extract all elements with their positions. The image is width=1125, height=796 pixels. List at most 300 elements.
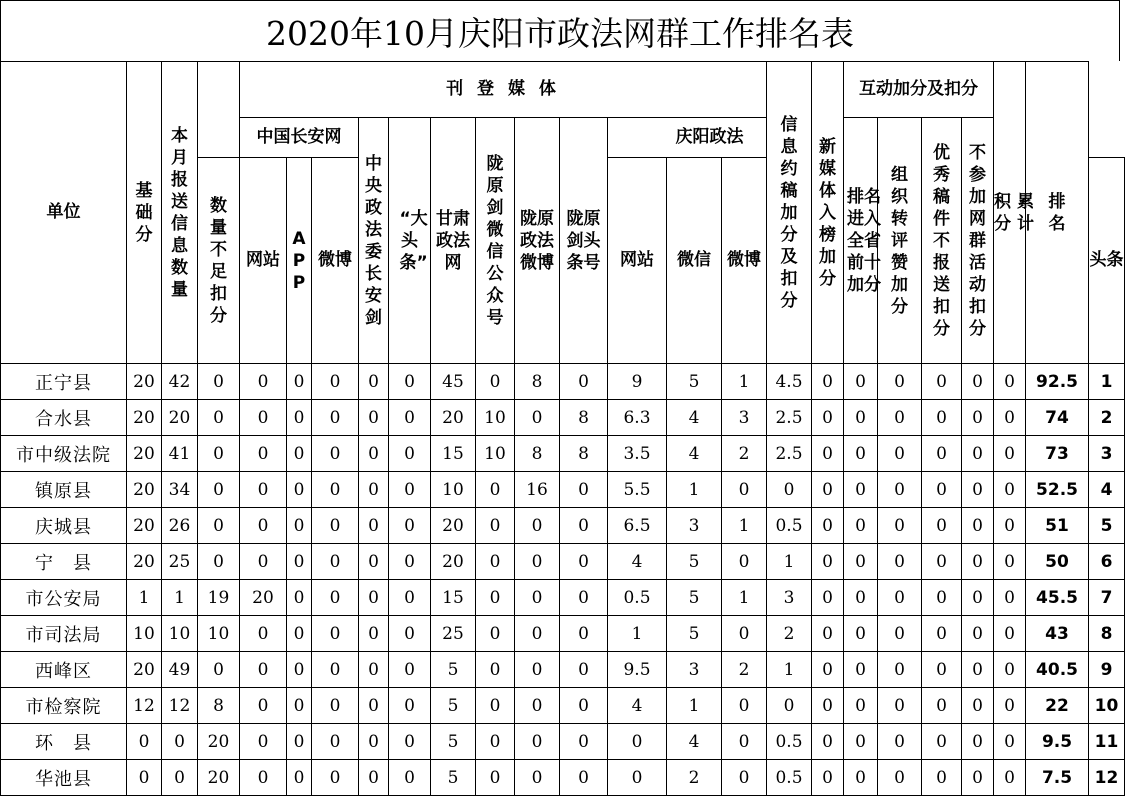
cell-value: 10	[431, 472, 476, 508]
cell-value: 20	[162, 400, 198, 436]
header-longyuan-weibo: 陇原政法微博	[515, 118, 560, 364]
header-longyuan-toutiao: 陇原剑头条号	[560, 118, 608, 364]
cell-total: 50	[1026, 544, 1089, 580]
header-shortfall: 数量不足扣分	[198, 158, 240, 364]
cell-value: 0	[994, 472, 1026, 508]
cell-value: 20	[127, 400, 162, 436]
cell-value: 0	[287, 436, 312, 472]
cell-value: 0	[240, 436, 287, 472]
cell-value: 20	[127, 472, 162, 508]
cell-unit: 华池县	[1, 760, 127, 796]
cell-value: 20	[127, 508, 162, 544]
cell-value: 0	[359, 364, 389, 400]
cell-value: 0	[560, 472, 608, 508]
table-row	[1, 724, 1125, 760]
cell-value: 0	[389, 436, 431, 472]
header-excellent: 优秀稿件不报送扣分	[922, 118, 962, 364]
cell-value: 3	[667, 652, 722, 688]
cell-value: 20	[240, 580, 287, 616]
header-big-headline: “大头条”	[389, 118, 431, 364]
cell-total: 43	[1026, 616, 1089, 652]
cell-value: 0	[476, 472, 515, 508]
header-top10: 排名进入全省前十加分	[844, 118, 878, 364]
cell-value: 0	[162, 760, 198, 796]
header-media: 刊 登 媒 体	[240, 62, 767, 118]
cell-value: 0	[359, 724, 389, 760]
cell-value: 0	[287, 688, 312, 724]
table-row	[1, 616, 1125, 652]
cell-value: 0	[389, 652, 431, 688]
cell-value: 0	[312, 508, 359, 544]
cell-value: 20	[127, 652, 162, 688]
cell-rank: 9	[1089, 652, 1125, 688]
cell-value: 0	[844, 364, 878, 400]
header-qy-toutiao: 头条	[1089, 158, 1125, 364]
cell-value: 0.5	[608, 580, 667, 616]
cell-value: 0	[240, 400, 287, 436]
cell-value: 0	[812, 508, 844, 544]
cell-value: 0	[359, 688, 389, 724]
cell-value: 0	[962, 760, 994, 796]
cell-value: 0	[922, 472, 962, 508]
cell-value: 0	[844, 472, 878, 508]
cell-value: 0	[389, 724, 431, 760]
cell-value: 0	[878, 724, 922, 760]
cell-value: 0	[560, 616, 608, 652]
cell-value: 0	[389, 544, 431, 580]
cell-value: 2	[722, 652, 767, 688]
cell-value: 0	[922, 688, 962, 724]
cell-rank: 4	[1089, 472, 1125, 508]
cell-value: 0	[312, 688, 359, 724]
cell-value: 4	[667, 436, 722, 472]
cell-value: 0	[812, 652, 844, 688]
cell-value: 0	[515, 688, 560, 724]
cell-value: 20	[431, 544, 476, 580]
cell-unit: 市检察院	[1, 688, 127, 724]
cell-value: 0	[476, 652, 515, 688]
cell-value: 0	[359, 616, 389, 652]
table-row	[1, 472, 1125, 508]
cell-value: 0	[812, 364, 844, 400]
cell-value: 5	[431, 688, 476, 724]
cell-value: 0	[240, 616, 287, 652]
cell-value: 0	[389, 400, 431, 436]
cell-rank: 6	[1089, 544, 1125, 580]
cell-value: 4	[667, 400, 722, 436]
cell-value: 0	[476, 724, 515, 760]
cell-value: 41	[162, 436, 198, 472]
table-row	[1, 760, 1125, 796]
cell-value: 34	[162, 472, 198, 508]
cell-value: 0	[962, 724, 994, 760]
cell-value: 5	[431, 760, 476, 796]
cell-value: 42	[162, 364, 198, 400]
cell-value: 8	[560, 400, 608, 436]
header-absent: 不参加网群活动扣分	[962, 118, 994, 364]
cell-unit: 庆城县	[1, 508, 127, 544]
cell-value: 0.5	[767, 724, 812, 760]
cell-value: 3	[767, 580, 812, 616]
cell-total: 22	[1026, 688, 1089, 724]
cell-value: 0	[560, 688, 608, 724]
cell-value: 0	[962, 652, 994, 688]
cell-value: 0	[240, 364, 287, 400]
cell-rank: 5	[1089, 508, 1125, 544]
cell-value: 1	[767, 652, 812, 688]
cell-value: 0	[994, 616, 1026, 652]
cell-value: 0	[844, 580, 878, 616]
cell-value: 0	[812, 616, 844, 652]
cell-value: 0	[515, 616, 560, 652]
cell-value: 2.5	[767, 400, 812, 436]
cell-value: 0	[962, 616, 994, 652]
cell-rank: 2	[1089, 400, 1125, 436]
cell-value: 20	[431, 508, 476, 544]
cell-value: 0	[287, 580, 312, 616]
cell-value: 0	[198, 400, 240, 436]
cell-value: 0	[922, 544, 962, 580]
cell-value: 1	[127, 580, 162, 616]
cell-value: 0	[878, 544, 922, 580]
cell-rank: 11	[1089, 724, 1125, 760]
cell-value: 0	[608, 760, 667, 796]
cell-value: 8	[515, 364, 560, 400]
cell-value: 0	[994, 400, 1026, 436]
cell-value: 0	[767, 688, 812, 724]
cell-rank: 10	[1089, 688, 1125, 724]
cell-value: 0	[312, 616, 359, 652]
cell-value: 0	[994, 652, 1026, 688]
header-total: 积 累分 计	[994, 62, 1026, 364]
cell-value: 0	[878, 580, 922, 616]
cell-total: 40.5	[1026, 652, 1089, 688]
cell-value: 0	[476, 688, 515, 724]
cell-value: 0	[287, 652, 312, 688]
cell-value: 45	[431, 364, 476, 400]
cell-value: 0	[608, 724, 667, 760]
cell-rank: 12	[1089, 760, 1125, 796]
cell-value: 0	[476, 760, 515, 796]
cell-value: 9.5	[608, 652, 667, 688]
cell-value: 0	[198, 364, 240, 400]
cell-total: 7.5	[1026, 760, 1089, 796]
cell-unit: 市公安局	[1, 580, 127, 616]
cell-value: 0	[962, 436, 994, 472]
cell-value: 15	[431, 580, 476, 616]
cell-value: 10	[162, 616, 198, 652]
cell-value: 0	[240, 508, 287, 544]
cell-value: 4	[667, 724, 722, 760]
cell-value: 0	[878, 400, 922, 436]
table-row	[1, 652, 1125, 688]
table-row	[1, 544, 1125, 580]
cell-value: 0	[240, 724, 287, 760]
cell-value: 0	[389, 760, 431, 796]
header-qy-weibo: 微博	[722, 158, 767, 364]
cell-value: 0	[994, 544, 1026, 580]
cell-value: 0	[359, 580, 389, 616]
ranking-table	[0, 61, 1125, 796]
cell-value: 1	[722, 508, 767, 544]
cell-value: 0	[812, 544, 844, 580]
cell-value: 0	[994, 688, 1026, 724]
cell-value: 0	[515, 400, 560, 436]
header-repost: 组织转评赞加分	[878, 118, 922, 364]
header-central-sword: 中央政法委长安剑	[359, 118, 389, 364]
cell-value: 0	[198, 472, 240, 508]
cell-value: 0	[198, 508, 240, 544]
header-changan-weibo: 微博	[312, 158, 359, 364]
cell-value: 49	[162, 652, 198, 688]
cell-value: 0	[722, 472, 767, 508]
header-newmedia: 新媒体入榜加分	[812, 62, 844, 364]
table-row	[1, 580, 1125, 616]
cell-value: 0	[515, 652, 560, 688]
header-gansu: 甘肃政法网	[431, 118, 476, 364]
cell-value: 1	[608, 616, 667, 652]
cell-value: 0	[878, 364, 922, 400]
cell-value: 0	[922, 580, 962, 616]
cell-unit: 市中级法院	[1, 436, 127, 472]
cell-rank: 8	[1089, 616, 1125, 652]
cell-value: 0	[560, 544, 608, 580]
cell-value: 0	[844, 436, 878, 472]
cell-value: 0	[287, 364, 312, 400]
cell-value: 0	[560, 508, 608, 544]
cell-value: 0	[476, 580, 515, 616]
cell-value: 0	[994, 580, 1026, 616]
cell-value: 0	[844, 616, 878, 652]
cell-value: 0	[812, 760, 844, 796]
header-qy-site: 网站	[608, 158, 667, 364]
cell-value: 10	[198, 616, 240, 652]
cell-value: 10	[476, 436, 515, 472]
header-blank	[198, 62, 240, 158]
cell-value: 0	[359, 472, 389, 508]
cell-value: 2	[767, 616, 812, 652]
cell-value: 5	[431, 652, 476, 688]
cell-value: 0	[560, 724, 608, 760]
cell-value: 9	[608, 364, 667, 400]
cell-value: 10	[476, 400, 515, 436]
header-monthly: 本月报送信息数量	[162, 62, 198, 364]
cell-value: 0	[994, 724, 1026, 760]
header-changan: 中国长安网	[240, 118, 359, 158]
cell-value: 1	[667, 688, 722, 724]
cell-value: 0	[312, 400, 359, 436]
cell-value: 0	[962, 508, 994, 544]
cell-unit: 镇原县	[1, 472, 127, 508]
cell-value: 0	[922, 652, 962, 688]
cell-value: 0	[812, 688, 844, 724]
table-body	[1, 364, 1125, 796]
header-changan-site: 网站	[240, 158, 287, 364]
cell-value: 0	[476, 364, 515, 400]
cell-value: 6.3	[608, 400, 667, 436]
cell-value: 0	[515, 508, 560, 544]
cell-value: 3	[667, 508, 722, 544]
cell-value: 1	[162, 580, 198, 616]
cell-value: 0	[962, 364, 994, 400]
cell-value: 0	[312, 472, 359, 508]
cell-value: 5	[667, 616, 722, 652]
cell-rank: 3	[1089, 436, 1125, 472]
cell-total: 73	[1026, 436, 1089, 472]
cell-value: 1	[767, 544, 812, 580]
cell-value: 0	[312, 544, 359, 580]
cell-unit: 合水县	[1, 400, 127, 436]
cell-value: 0	[922, 400, 962, 436]
header-unit: 单位	[1, 62, 127, 364]
header-qingyang: 庆阳政法	[608, 118, 812, 158]
cell-value: 0	[240, 760, 287, 796]
cell-value: 0	[198, 544, 240, 580]
cell-value: 0	[994, 436, 1026, 472]
cell-value: 0	[844, 724, 878, 760]
cell-value: 0	[312, 364, 359, 400]
cell-value: 0	[922, 436, 962, 472]
cell-value: 10	[127, 616, 162, 652]
cell-value: 0	[476, 616, 515, 652]
cell-value: 12	[162, 688, 198, 724]
cell-value: 0	[994, 760, 1026, 796]
cell-value: 0	[878, 652, 922, 688]
cell-value: 0	[844, 688, 878, 724]
cell-value: 0	[844, 400, 878, 436]
cell-value: 4.5	[767, 364, 812, 400]
cell-value: 0	[878, 760, 922, 796]
table-row	[1, 508, 1125, 544]
cell-value: 0	[962, 472, 994, 508]
cell-value: 0	[515, 544, 560, 580]
cell-value: 0	[922, 508, 962, 544]
header-qy-wechat: 微信	[667, 158, 722, 364]
cell-value: 20	[127, 544, 162, 580]
cell-value: 0	[240, 472, 287, 508]
cell-value: 0	[560, 580, 608, 616]
header-rank: 排名	[1026, 62, 1089, 364]
cell-rank: 7	[1089, 580, 1125, 616]
cell-value: 2.5	[767, 436, 812, 472]
cell-value: 0	[389, 364, 431, 400]
cell-value: 20	[431, 400, 476, 436]
cell-rank: 1	[1089, 364, 1125, 400]
cell-value: 0	[389, 580, 431, 616]
cell-unit: 正宁县	[1, 364, 127, 400]
cell-value: 5.5	[608, 472, 667, 508]
cell-value: 0	[560, 760, 608, 796]
cell-value: 0	[812, 472, 844, 508]
cell-value: 8	[198, 688, 240, 724]
cell-total: 9.5	[1026, 724, 1089, 760]
cell-value: 0	[767, 472, 812, 508]
cell-total: 74	[1026, 400, 1089, 436]
cell-value: 15	[431, 436, 476, 472]
cell-value: 0	[922, 616, 962, 652]
cell-total: 92.5	[1026, 364, 1089, 400]
cell-value: 0	[515, 580, 560, 616]
cell-value: 0	[962, 400, 994, 436]
cell-value: 0	[515, 724, 560, 760]
table-row	[1, 364, 1125, 400]
cell-value: 0	[287, 400, 312, 436]
cell-value: 0	[844, 652, 878, 688]
cell-value: 1	[667, 472, 722, 508]
cell-value: 0	[844, 760, 878, 796]
cell-value: 0	[515, 760, 560, 796]
header-base: 基础分	[127, 62, 162, 364]
header-row-1	[1, 62, 1125, 118]
cell-value: 5	[667, 544, 722, 580]
cell-value: 1	[722, 364, 767, 400]
cell-value: 0.5	[767, 760, 812, 796]
cell-value: 0	[287, 724, 312, 760]
cell-value: 0	[878, 688, 922, 724]
cell-value: 4	[608, 544, 667, 580]
cell-value: 0	[878, 508, 922, 544]
cell-value: 0	[312, 724, 359, 760]
cell-value: 0	[287, 760, 312, 796]
page-title: 2020年10月庆阳市政法网群工作排名表	[0, 0, 1120, 61]
cell-value: 0	[812, 400, 844, 436]
cell-value: 5	[667, 580, 722, 616]
cell-value: 0	[722, 760, 767, 796]
cell-value: 0	[389, 508, 431, 544]
cell-value: 0	[127, 760, 162, 796]
cell-value: 19	[198, 580, 240, 616]
cell-value: 20	[127, 436, 162, 472]
cell-value: 0	[359, 652, 389, 688]
cell-unit: 宁 县	[1, 544, 127, 580]
cell-value: 1	[722, 580, 767, 616]
cell-value: 0	[844, 508, 878, 544]
cell-value: 0	[878, 472, 922, 508]
cell-value: 0	[287, 508, 312, 544]
cell-value: 0	[962, 544, 994, 580]
cell-value: 25	[431, 616, 476, 652]
cell-value: 0	[922, 364, 962, 400]
cell-value: 5	[667, 364, 722, 400]
cell-total: 45.5	[1026, 580, 1089, 616]
cell-value: 0	[962, 580, 994, 616]
cell-value: 0	[389, 616, 431, 652]
cell-value: 0	[722, 688, 767, 724]
cell-value: 0	[922, 760, 962, 796]
cell-value: 0	[878, 616, 922, 652]
table-row	[1, 436, 1125, 472]
cell-unit: 市司法局	[1, 616, 127, 652]
cell-value: 4	[608, 688, 667, 724]
cell-value: 0	[922, 724, 962, 760]
cell-value: 2	[722, 436, 767, 472]
cell-value: 0	[722, 544, 767, 580]
cell-value: 5	[431, 724, 476, 760]
cell-value: 12	[127, 688, 162, 724]
cell-value: 0	[312, 652, 359, 688]
cell-value: 8	[560, 436, 608, 472]
cell-value: 0	[359, 544, 389, 580]
cell-value: 0	[844, 544, 878, 580]
cell-value: 0	[994, 508, 1026, 544]
cell-value: 0	[878, 436, 922, 472]
cell-value: 0	[312, 580, 359, 616]
cell-value: 0	[312, 760, 359, 796]
cell-value: 0	[287, 472, 312, 508]
cell-total: 52.5	[1026, 472, 1089, 508]
cell-value: 0	[240, 688, 287, 724]
cell-value: 0	[476, 508, 515, 544]
